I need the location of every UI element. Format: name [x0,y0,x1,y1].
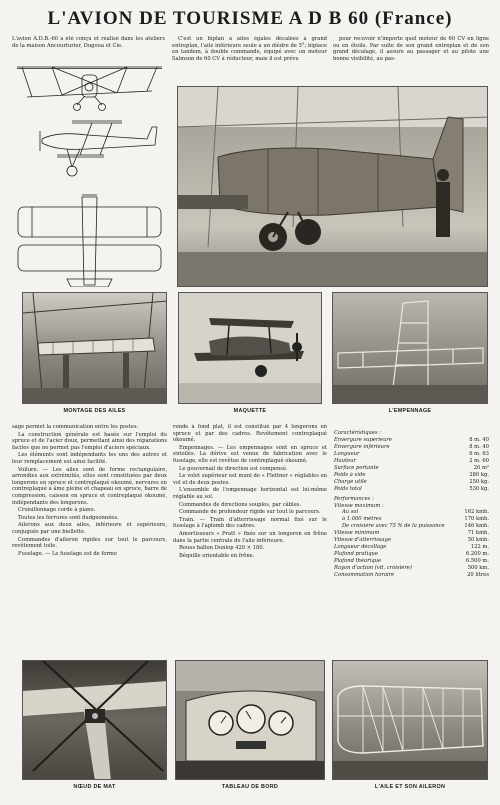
body-paragraph: L'ensemble de l'empennage horizontal est lui-même réglable au sol. [173,487,327,500]
body-paragraph: Le gouvernail de direction est compensé. [179,465,288,472]
intro-text-1: L'avion A.D.B.-60 a été conçu et réalisé dans les ateliers de la maison Ancourturier, Dugoua et Cie. [12,36,165,49]
caption-aile: L'AILE ET SON AILERON [374,784,446,790]
body-paragraph: Commandes d'aileron rigides sur tout le parcours, revêtement toile. [12,536,167,550]
body-paragraph: ronde à fond plat, il est constitué par 4 longerons en spruce et par des cadres. Revêtement contreplaqué okoumé. [173,424,327,444]
photo-maquette [178,292,322,404]
montage-photo-image [23,293,167,404]
perf-row [334,509,489,516]
body-paragraph: Ailerons aux deux ailes, inférieure et supérieure, conjugués par une biellette. [12,522,167,535]
perf-label: Rayon d'action (vit. croisière) [334,565,412,572]
body-column-1 [12,424,167,652]
body-paragraph: Voilure. — Les ailes sont de forme rectangulaire, arrondies aux extrémités, elles sont constituées par deux longerons en spruce et contreplaqué okoumé, nervures en contreplaqué à âme pleine et chapeau en spruce, barre de compression, caisson en spruce et contreplaqué okoumé, indépendante des longerons. [12,466,167,506]
caption-noeud: NŒUD DE MAT [73,784,116,790]
perf-row [334,523,489,530]
caption-tableau: TABLEAU DE BORD [221,784,279,790]
specifications-table [334,430,489,579]
perf-value: 500 km. [467,565,489,572]
spec-label: Poids à vide [334,471,366,478]
body-column-2 [173,424,327,652]
empennage-photo-image [333,293,488,404]
photo-montage-ailes [22,292,167,404]
body-paragraph: Les éléments sont indépendants les uns des autres et leur remplacement est ainsi facilité. [12,452,167,465]
perf-row [334,558,489,565]
spec-label: Envergure inférieure [334,443,390,450]
perf-row [334,516,489,523]
spec-value: 6 m. 63 [469,450,489,457]
spec-label: Poids total [334,485,362,492]
main-photo-aircraft [177,86,488,287]
spec-value: 8 m. 40 [469,443,489,450]
body-paragraph: Amortisseurs « Pratt » fixés sur un longeron en frêne dans la partie centrale de l'aile inférieure. [173,530,327,544]
photo-empennage [332,292,488,404]
perf-value: 162 kmh. [464,509,489,516]
perf-label: Vitesse minimum [334,530,380,537]
perf-label: Longueur décollage [334,544,387,551]
perf-value: 146 kmh. [464,523,489,530]
perf-value: 71 kmh. [467,530,489,537]
body-paragraph: Fuselage. — Le fuselage est de forme [18,550,117,557]
body-paragraph: Croisillonnage corde à piano. [18,507,96,514]
spec-row [334,451,489,458]
spec-row [334,479,489,486]
photo-noeud-de-mat [22,660,167,780]
perf-label: Consommation horaire [334,572,395,579]
spec-value: 250 kg. [469,478,489,485]
spec-row [334,465,489,472]
perf-row [334,565,489,572]
photo-aile-aileron [332,660,488,780]
caption-maquette: MAQUETTE [233,408,267,414]
spec-value: 8 m. 40 [469,436,489,443]
spec-row [334,486,489,493]
perf-row [334,537,489,544]
intro-text-3: pour recevoir n'importe quel moteur de 60 CV en ligne ou en étoile. Par suite de son grand entreplan et de son grand décalage, il assure au passager et au pilote une bonne visibilité, au pas- [333,36,489,62]
three-view-drawing [12,57,167,287]
aile-photo-image [333,661,488,780]
perf-value: 170 kmh. [464,516,489,523]
body-paragraph: Empennages. — Les empennages sont en spruce et entoilés. La dérive est venue de fabrication avec le fuselage, elle est revêtue de contreplaqué okoumé. [173,444,327,464]
spec-value: 2 m. 60 [469,457,489,464]
spec-label: Envergure supérieure [334,436,392,443]
tableau-photo-image [176,661,325,780]
perf-label: Vitesse d'atterrissage [334,537,392,544]
spec-row [334,444,489,451]
perf-label: à 1.000 mètres [342,516,382,523]
perf-value: 122 m. [470,544,489,551]
spec-value: 280 kg. [469,471,489,478]
specs-heading: Caractéristiques : [334,430,382,436]
maquette-photo-image [179,293,322,404]
perf-value: 20 litres [467,572,489,579]
noeud-photo-image [23,661,167,780]
caption-montage: MONTAGE DES AILES [63,408,126,414]
intro-column-2 [172,36,327,86]
perf-label: Plafond théorique [334,558,382,565]
body-paragraph: La construction générale est basée sur l'emploi du spruce et de l'acier doux, permettant ainsi des réparations faciles que ne permet pas l'emploi d'aciers spéciaux. [12,431,167,451]
perf-label: Au sol [342,509,359,516]
body-paragraph: Béquille orientable en frêne. [179,552,255,559]
body-paragraph: Commandes de directions souples, par câbles. [179,501,302,508]
perf-row [334,530,489,537]
intro-column-3 [333,36,489,86]
spec-label: Charge utile [334,478,367,485]
body-paragraph: Le volet supérieur est muni de « Flettner » réglables en vol et de deux postes. [173,473,327,486]
perf-row [334,551,489,558]
spec-label: Surface portante [334,464,379,471]
spec-label: Longueur [334,450,360,457]
body-paragraph: Commande de profondeur rigide sur tout le parcours. [179,509,321,516]
photo-tableau-de-bord [175,660,325,780]
caption-empennage: L'EMPENNAGE [388,408,432,414]
perf-label: Plafond pratique [334,551,378,558]
body-paragraph: Toutes les ferrures sont dudgeonnées. [18,514,119,521]
spec-label: Hauteur [334,457,356,464]
spec-value: 530 kg. [469,485,489,492]
page-title: L'AVION DE TOURISME A D B 60 (France) [47,8,453,29]
spec-row [334,472,489,479]
body-paragraph: sage permet la communication entre les postes. [12,424,139,430]
perf-value: 6.500 m. [465,558,489,565]
perf-value: 50 kmh. [467,537,489,544]
body-paragraph: Train. — Train d'atterrissage normal fixé sur le fuselage à l'aplomb des cadres. [173,516,327,530]
perf-value: 6.200 m. [465,551,489,558]
perf-row [334,572,489,579]
spec-row [334,437,489,444]
intro-text-2: C'est un biplan à ailes égales décalées à grand entreplan, l'aile inférieure seule a un dièdre de 5°; biplace en tandem, à double commande, équipé avec un moteur Salmson de 60 CV à réducteur, mais il est prévu [172,36,327,62]
performance-heading: Performances : [334,495,374,502]
spec-row [334,458,489,465]
spec-value: 20 m² [473,464,489,471]
aircraft-photo-image [178,87,488,287]
intro-column-1 [12,36,165,58]
vmax-heading: Vitesse maximum : [334,502,384,509]
body-paragraph: Roues ballon Dunlop 420 × 180. [179,545,265,552]
perf-label: De croisière avec 75 % de la puissance [342,523,445,530]
perf-row [334,544,489,551]
